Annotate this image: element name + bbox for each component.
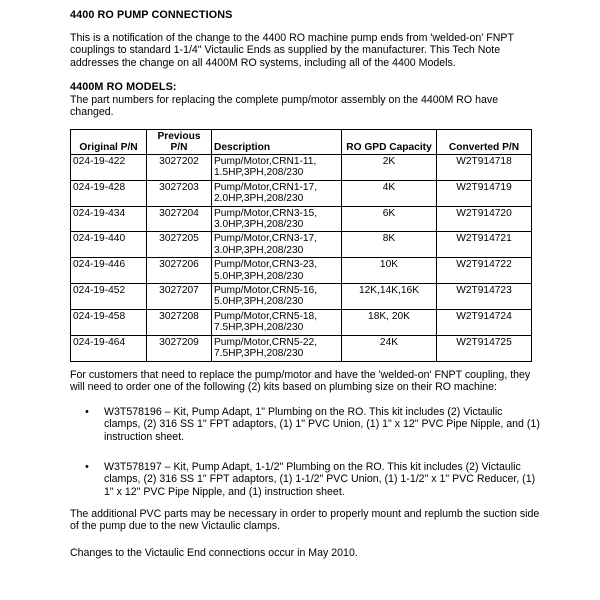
cell-description: Pump/Motor,CRN3-17, 3.0HP,3PH,208/230 [212,232,342,258]
cell-capacity: 10K [342,258,437,284]
customers-paragraph: For customers that need to replace the pump/motor and have the 'welded-on' FNPT coupling, they will need to order one of the following (2) kits based on plumbing size on their RO machine: [70,369,531,394]
cell-original: 024-19-446 [71,258,147,284]
kit-text: W3T578196 – Kit, Pump Adapt, 1" Plumbing on the RO. This kit includes (2) Victaulic clamps, (2) 316 SS 1" FPT adaptors, (1) 1" PVC Union, (1) 1" x 12" PVC Pipe Nipple, and (1) instruction sheet. [104,406,540,443]
cell-converted: W2T914719 [437,180,532,206]
cell-original: 024-19-458 [71,309,147,335]
cell-previous: 3027202 [147,155,212,181]
list-item [70,406,540,443]
cell-original: 024-19-452 [71,284,147,310]
header-original-pn: Original P/N [71,130,147,155]
cell-original: 024-19-434 [71,206,147,232]
cell-description: Pump/Motor,CRN1-11, 1.5HP,3PH,208/230 [212,155,342,181]
models-heading: 4400M RO MODELS: [70,81,177,93]
changes-note: Changes to the Victaulic End connections occur in May 2010. [70,547,358,559]
pvc-note: The additional PVC parts may be necessary in order to properly mount and replumb the suction side of the pump due to the new Victaulic clamps. [70,508,540,533]
cell-description: Pump/Motor,CRN5-16, 5.0HP,3PH,208/230 [212,284,342,310]
cell-description: Pump/Motor,CRN5-18, 7.5HP,3PH,208/230 [212,309,342,335]
cell-converted: W2T914720 [437,206,532,232]
page-title: 4400 RO PUMP CONNECTIONS [70,9,233,21]
cell-previous: 3027205 [147,232,212,258]
cell-converted: W2T914722 [437,258,532,284]
cell-converted: W2T914718 [437,155,532,181]
models-paragraph: The part numbers for replacing the complete pump/motor assembly on the 4400M RO have changed. [70,94,499,119]
cell-capacity: 24K [342,335,437,361]
cell-previous: 3027206 [147,258,212,284]
cell-description: Pump/Motor,CRN1-17, 2.0HP,3PH,208/230 [212,180,342,206]
bullet-icon: • [85,406,89,418]
cell-original: 024-19-464 [71,335,147,361]
cell-original: 024-19-428 [71,180,147,206]
cell-capacity: 12K,14K,16K [342,284,437,310]
table-row [71,155,532,181]
cell-previous: 3027203 [147,180,212,206]
header-previous-pn: Previous P/N [147,130,212,155]
header-description: Description [212,130,342,155]
cell-capacity: 8K [342,232,437,258]
table-row [71,335,532,361]
cell-converted: W2T914725 [437,335,532,361]
table-row [71,258,532,284]
kit-text: W3T578197 – Kit, Pump Adapt, 1-1/2" Plumbing on the RO. This kit includes (2) Victaulic clamps, (2) 316 SS 1" FPT adaptors, (1) 1-1/2" PVC Union, (1) 1-1/2" x 1" PVC Reducer, (1) 1" x 12" PVC Pipe Nipple, and (1) instruction sheet. [104,461,536,498]
table-row [71,206,532,232]
intro-paragraph: This is a notification of the change to the 4400 RO machine pump ends from 'welded-on' FNPT couplings to standard 1-1/4" Victaulic Ends as supplied by the manufacturer. This Tech Note addresses the change on all 4400M RO systems, including all of the 4400 Models. [70,32,514,69]
parts-table [70,129,532,362]
kit-list [70,461,540,498]
header-capacity: RO GPD Capacity [342,130,437,155]
cell-description: Pump/Motor,CRN3-23, 5.0HP,3PH,208/230 [212,258,342,284]
table-row [71,232,532,258]
cell-previous: 3027209 [147,335,212,361]
bullet-icon: • [85,461,89,473]
table-row [71,284,532,310]
cell-previous: 3027204 [147,206,212,232]
cell-capacity: 2K [342,155,437,181]
cell-converted: W2T914721 [437,232,532,258]
cell-converted: W2T914723 [437,284,532,310]
cell-previous: 3027208 [147,309,212,335]
table-row [71,309,532,335]
table-row [71,180,532,206]
cell-capacity: 6K [342,206,437,232]
cell-previous: 3027207 [147,284,212,310]
cell-original: 024-19-422 [71,155,147,181]
cell-converted: W2T914724 [437,309,532,335]
cell-capacity: 18K, 20K [342,309,437,335]
kit-list [70,406,540,443]
list-item [70,461,540,498]
cell-description: Pump/Motor,CRN5-22, 7.5HP,3PH,208/230 [212,335,342,361]
cell-original: 024-19-440 [71,232,147,258]
table-header-row [71,130,532,155]
cell-capacity: 4K [342,180,437,206]
cell-description: Pump/Motor,CRN3-15, 3.0HP,3PH,208/230 [212,206,342,232]
header-converted-pn: Converted P/N [437,130,532,155]
